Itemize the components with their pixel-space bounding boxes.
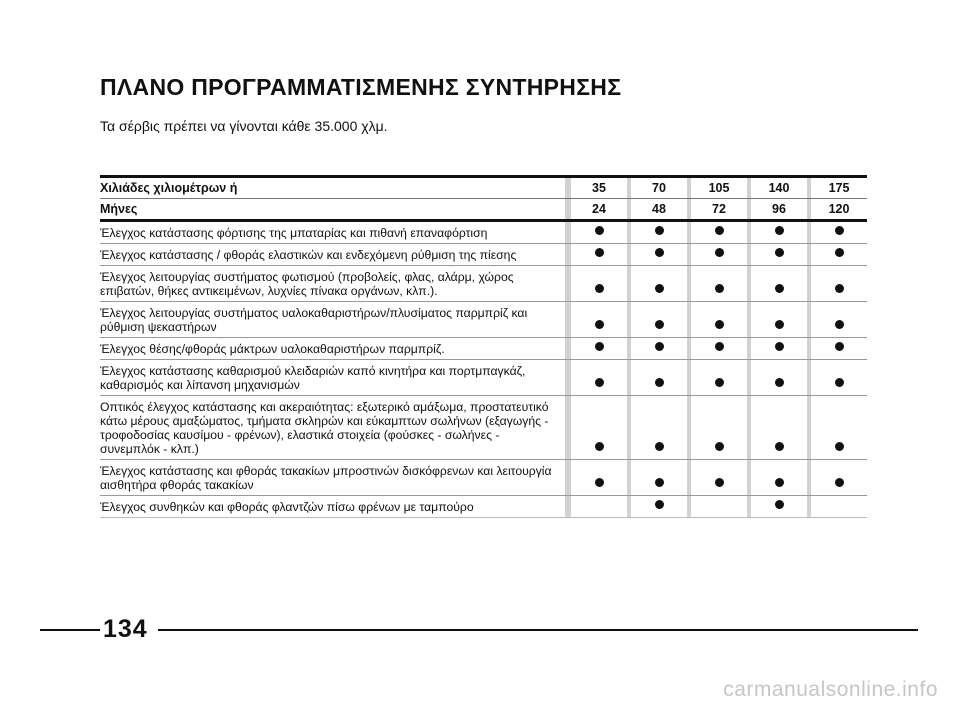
interval-cell bbox=[811, 360, 867, 396]
interval-cell bbox=[751, 302, 807, 338]
maintenance-item-text: Έλεγχος κατάστασης καθαρισμού κλειδαριών καπό κινητήρα και πορτμπαγκάζ, καθαρισμός και λίπανση μηχανισμών bbox=[100, 360, 565, 396]
interval-cell bbox=[571, 360, 627, 396]
interval-cell bbox=[751, 396, 807, 460]
scheduled-dot-icon bbox=[775, 378, 784, 387]
scheduled-dot-icon bbox=[715, 342, 724, 351]
table-row bbox=[100, 496, 867, 518]
interval-cell bbox=[631, 396, 687, 460]
footer-rule-right bbox=[158, 629, 918, 631]
interval-cell bbox=[751, 338, 807, 360]
interval-cell bbox=[571, 460, 627, 496]
scheduled-dot-icon bbox=[775, 320, 784, 329]
interval-cell bbox=[811, 396, 867, 460]
interval-cell bbox=[571, 266, 627, 302]
table-row bbox=[100, 460, 867, 496]
months-header-label: Μήνες bbox=[100, 199, 565, 221]
table-row bbox=[100, 244, 867, 266]
scheduled-dot-icon bbox=[595, 478, 604, 487]
interval-cell bbox=[571, 338, 627, 360]
km-header-cell: 35 bbox=[571, 177, 627, 199]
interval-cell bbox=[751, 244, 807, 266]
scheduled-dot-icon bbox=[835, 320, 844, 329]
maintenance-item-text: Οπτικός έλεγχος κατάστασης και ακεραιότητας: εξωτερικό αμάξωμα, προστατευτικό κάτω μέρους αμαξώματος, τμήματα σκληρών και εύκαμπτων σωλήνων (εξαγωγής - τροφοδοσίας καυσίμου - φρένων), ελαστικά στοιχεία (φούσκες - σωλήνες - συνεμπλόκ - κλπ.) bbox=[100, 396, 565, 460]
table-row bbox=[100, 221, 867, 244]
scheduled-dot-icon bbox=[595, 342, 604, 351]
scheduled-dot-icon bbox=[655, 320, 664, 329]
scheduled-dot-icon bbox=[835, 442, 844, 451]
km-header-cell: 70 bbox=[631, 177, 687, 199]
km-header-cell: 140 bbox=[751, 177, 807, 199]
interval-cell bbox=[631, 460, 687, 496]
interval-cell bbox=[631, 496, 687, 518]
interval-cell bbox=[631, 266, 687, 302]
interval-cell bbox=[811, 338, 867, 360]
interval-cell bbox=[571, 302, 627, 338]
table-row bbox=[100, 396, 867, 460]
maintenance-schedule-table bbox=[100, 175, 867, 518]
interval-cell bbox=[691, 302, 747, 338]
scheduled-dot-icon bbox=[655, 442, 664, 451]
scheduled-dot-icon bbox=[655, 342, 664, 351]
months-header-cell: 24 bbox=[571, 199, 627, 221]
months-header-row bbox=[100, 199, 867, 221]
interval-cell bbox=[631, 221, 687, 244]
interval-cell bbox=[631, 244, 687, 266]
interval-cell bbox=[691, 338, 747, 360]
scheduled-dot-icon bbox=[655, 500, 664, 509]
interval-cell bbox=[811, 221, 867, 244]
scheduled-dot-icon bbox=[715, 248, 724, 257]
table-row bbox=[100, 302, 867, 338]
scheduled-dot-icon bbox=[595, 378, 604, 387]
interval-cell bbox=[691, 396, 747, 460]
scheduled-dot-icon bbox=[595, 284, 604, 293]
interval-cell bbox=[691, 496, 747, 518]
interval-cell bbox=[691, 460, 747, 496]
maintenance-item-text: Έλεγχος θέσης/φθοράς μάκτρων υαλοκαθαριστήρων παρμπρίζ. bbox=[100, 338, 565, 360]
maintenance-item-text: Έλεγχος κατάστασης / φθοράς ελαστικών και ενδεχόμενη ρύθμιση της πίεσης bbox=[100, 244, 565, 266]
interval-cell bbox=[751, 360, 807, 396]
maintenance-item-text: Έλεγχος συνθηκών και φθοράς φλαντζών πίσω φρένων με ταμπούρο bbox=[100, 496, 565, 518]
service-interval-note: Τα σέρβις πρέπει να γίνονται κάθε 35.000 χλμ. bbox=[100, 118, 388, 134]
km-header-row bbox=[100, 177, 867, 199]
scheduled-dot-icon bbox=[835, 248, 844, 257]
footer-rule-left bbox=[40, 629, 100, 631]
interval-cell bbox=[571, 244, 627, 266]
scheduled-dot-icon bbox=[655, 378, 664, 387]
interval-cell bbox=[571, 396, 627, 460]
scheduled-dot-icon bbox=[835, 342, 844, 351]
interval-cell bbox=[811, 460, 867, 496]
interval-cell bbox=[571, 496, 627, 518]
scheduled-dot-icon bbox=[595, 320, 604, 329]
km-header-label: Χιλιάδες χιλιομέτρων ή bbox=[100, 177, 565, 199]
months-header-cell: 48 bbox=[631, 199, 687, 221]
table-row bbox=[100, 266, 867, 302]
interval-cell bbox=[811, 266, 867, 302]
interval-cell bbox=[811, 496, 867, 518]
interval-cell bbox=[751, 496, 807, 518]
scheduled-dot-icon bbox=[835, 378, 844, 387]
maintenance-item-text: Έλεγχος λειτουργίας συστήματος υαλοκαθαριστήρων/πλυσίματος παρμπρίζ και ρύθμιση ψεκαστήρων bbox=[100, 302, 565, 338]
scheduled-dot-icon bbox=[775, 248, 784, 257]
maintenance-item-text: Έλεγχος λειτουργίας συστήματος φωτισμού (προβολείς, φλας, αλάρμ, χώρος επιβατών, θήκες αντικειμένων, λυχνίες πίνακα οργάνων, κλπ.). bbox=[100, 266, 565, 302]
scheduled-dot-icon bbox=[655, 284, 664, 293]
scheduled-dot-icon bbox=[715, 226, 724, 235]
interval-cell bbox=[691, 360, 747, 396]
scheduled-dot-icon bbox=[655, 248, 664, 257]
scheduled-dot-icon bbox=[595, 226, 604, 235]
km-header-cell: 175 bbox=[811, 177, 867, 199]
scheduled-dot-icon bbox=[775, 478, 784, 487]
scheduled-dot-icon bbox=[775, 284, 784, 293]
interval-cell bbox=[751, 221, 807, 244]
scheduled-dot-icon bbox=[715, 478, 724, 487]
scheduled-dot-icon bbox=[715, 320, 724, 329]
months-header-cell: 120 bbox=[811, 199, 867, 221]
interval-cell bbox=[571, 221, 627, 244]
km-header-cell: 105 bbox=[691, 177, 747, 199]
scheduled-dot-icon bbox=[835, 478, 844, 487]
watermark: carmanualsonline.info bbox=[723, 678, 938, 701]
scheduled-dot-icon bbox=[715, 442, 724, 451]
months-header-cell: 72 bbox=[691, 199, 747, 221]
scheduled-dot-icon bbox=[715, 378, 724, 387]
scheduled-dot-icon bbox=[595, 248, 604, 257]
interval-cell bbox=[691, 244, 747, 266]
scheduled-dot-icon bbox=[595, 442, 604, 451]
scheduled-dot-icon bbox=[655, 478, 664, 487]
table-row bbox=[100, 360, 867, 396]
scheduled-dot-icon bbox=[655, 226, 664, 235]
interval-cell bbox=[811, 302, 867, 338]
scheduled-dot-icon bbox=[775, 226, 784, 235]
scheduled-dot-icon bbox=[775, 442, 784, 451]
interval-cell bbox=[751, 266, 807, 302]
interval-cell bbox=[691, 266, 747, 302]
months-header-cell: 96 bbox=[751, 199, 807, 221]
scheduled-dot-icon bbox=[835, 284, 844, 293]
page-number: 134 bbox=[103, 615, 148, 643]
interval-cell bbox=[631, 302, 687, 338]
interval-cell bbox=[691, 221, 747, 244]
scheduled-dot-icon bbox=[775, 500, 784, 509]
interval-cell bbox=[751, 460, 807, 496]
maintenance-item-text: Έλεγχος κατάστασης και φθοράς τακακίων μπροστινών δισκόφρενων και λειτουργία αισθητήρα φθοράς τακακίων bbox=[100, 460, 565, 496]
table-row bbox=[100, 338, 867, 360]
scheduled-dot-icon bbox=[715, 284, 724, 293]
interval-cell bbox=[811, 244, 867, 266]
interval-cell bbox=[631, 360, 687, 396]
scheduled-dot-icon bbox=[835, 226, 844, 235]
interval-cell bbox=[631, 338, 687, 360]
maintenance-item-text: Έλεγχος κατάστασης φόρτισης της μπαταρίας και πιθανή επαναφόρτιση bbox=[100, 221, 565, 244]
page-title: ΠΛΑΝΟ ΠΡΟΓΡΑΜΜΑΤΙΣΜΕΝΗΣ ΣΥΝΤΗΡΗΣΗΣ bbox=[100, 74, 622, 100]
scheduled-dot-icon bbox=[775, 342, 784, 351]
